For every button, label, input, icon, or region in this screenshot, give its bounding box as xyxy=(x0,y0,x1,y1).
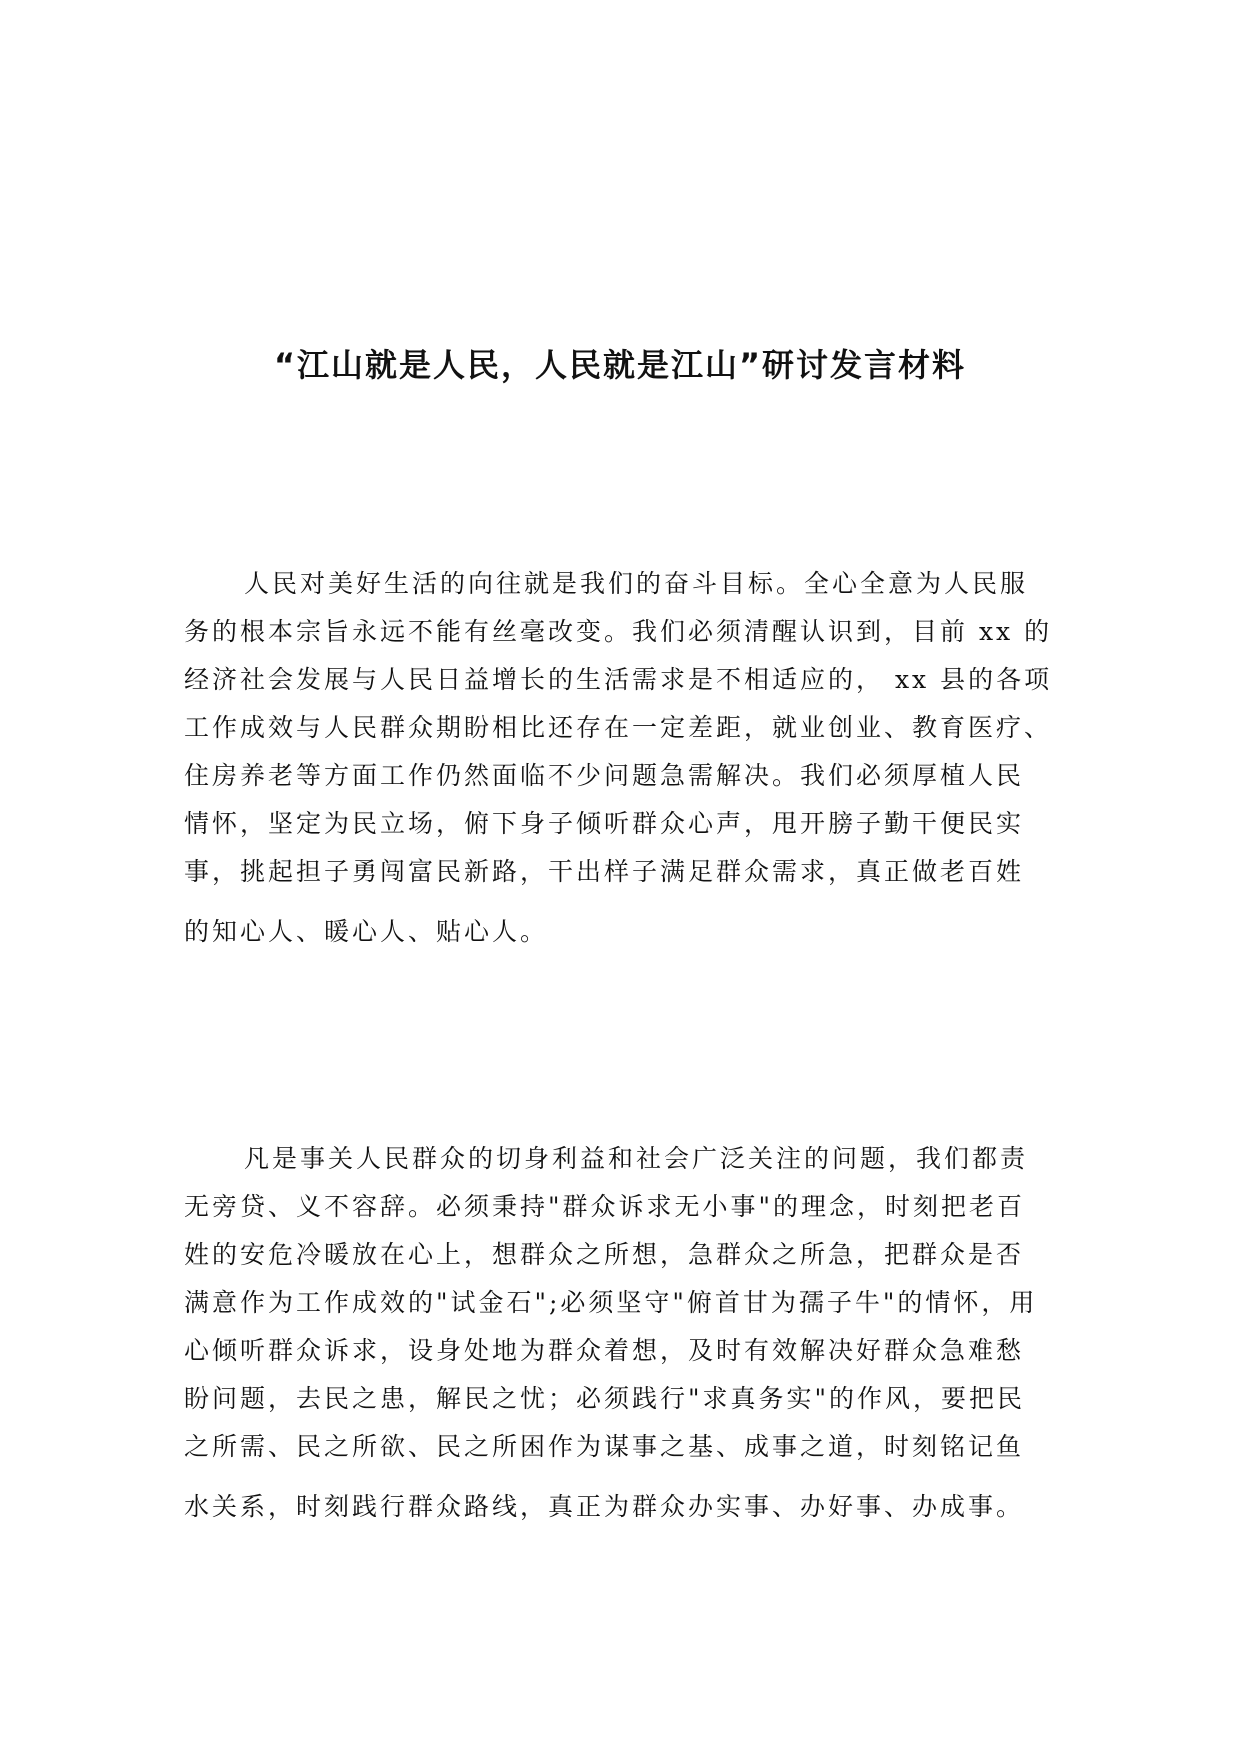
paragraph-line: 事，挑起担子勇闯富民新路，干出样子满足群众需求，真正做老百姓 xyxy=(184,857,1025,886)
paragraph-line: 无旁贷、义不容辞。必须秉持"群众诉求无小事"的理念，时刻把老百 xyxy=(184,1192,1026,1221)
paragraph-line: 情怀，坚定为民立场，俯下身子倾听群众心声，甩开膀子勤干便民实 xyxy=(184,809,1025,838)
paragraph-line: 工作成效与人民群众期盼相比还存在一定差距，就业创业、教育医疗、 xyxy=(184,713,1053,742)
paragraph-line: 盼问题，去民之患，解民之忧；必须践行"求真务实"的作风，要把民 xyxy=(184,1384,1026,1413)
paragraph-line: 姓的安危冷暖放在心上，想群众之所想，急群众之所急，把群众是否 xyxy=(184,1240,1025,1269)
paragraph-line: 的知心人、暖心人、贴心人。 xyxy=(184,917,549,946)
paragraph-line: 满意作为工作成效的"试金石";必须坚守"俯首甘为孺子牛"的情怀，用 xyxy=(184,1288,1038,1317)
paragraph-line: 之所需、民之所欲、民之所困作为谋事之基、成事之道，时刻铭记鱼 xyxy=(184,1432,1025,1461)
paragraph-line: 务的根本宗旨永远不能有丝毫改变。我们必须清醒认识到，目前 xx 的 xyxy=(184,617,1053,646)
paragraph-line: 经济社会发展与人民日益增长的生活需求是不相适应的， xx 县的各项 xyxy=(184,665,1053,694)
paragraph-1 xyxy=(184,560,1064,956)
document-title: “江山就是人民，人民就是江山”研讨发言材料 xyxy=(273,346,967,384)
paragraph-2 xyxy=(184,1135,1064,1531)
paragraph-line: 凡是事关人民群众的切身利益和社会广泛关注的问题，我们都责 xyxy=(244,1144,1029,1173)
paragraph-line: 人民对美好生活的向往就是我们的奋斗目标。全心全意为人民服 xyxy=(244,569,1029,598)
paragraph-line: 心倾听群众诉求，设身处地为群众着想，及时有效解决好群众急难愁 xyxy=(184,1336,1025,1365)
paragraph-line: 水关系，时刻践行群众路线，真正为群众办实事、办好事、办成事。 xyxy=(184,1492,1025,1521)
paragraph-line: 住房养老等方面工作仍然面临不少问题急需解决。我们必须厚植人民 xyxy=(184,761,1025,790)
